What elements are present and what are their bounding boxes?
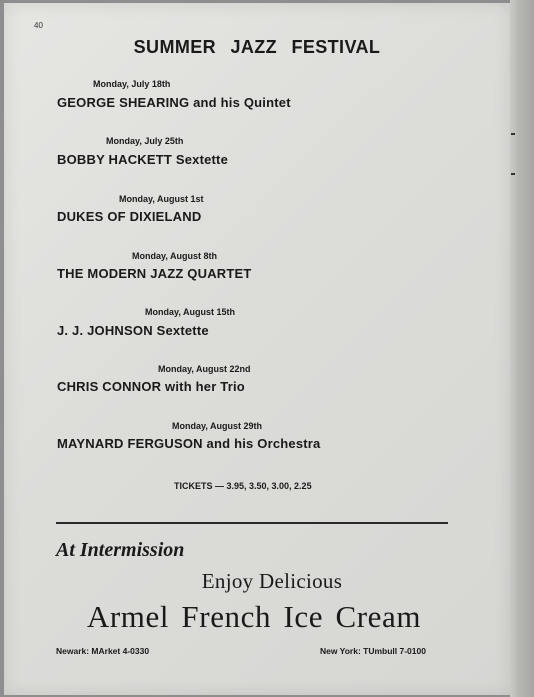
event-act: J. J. JOHNSON Sextette [57,323,209,338]
book-spine [510,0,534,697]
event-date: Monday, August 1st [119,194,204,204]
binding-mark [511,133,515,135]
page-number: 40 [34,21,43,30]
ad-tagline: Enjoy Delicious [201,569,343,593]
event-act: THE MODERN JAZZ QUARTET [57,266,252,281]
event-act: CHRIS CONNOR with her Trio [57,379,245,394]
event-date: Monday, July 25th [106,136,184,146]
event-date: Monday, August 22nd [158,364,251,374]
event-date: Monday, August 8th [132,251,217,261]
binding-mark [511,173,515,175]
event-date: Monday, August 15th [145,307,235,317]
phone-newyork: New York: TUmbull 7-0100 [320,646,426,656]
event-date: Monday, August 29th [172,421,262,431]
event-act: BOBBY HACKETT Sextette [57,152,229,167]
festival-title: SUMMER JAZZ FESTIVAL [133,37,381,57]
program-page [4,3,510,695]
ticket-prices: TICKETS — 3.95, 3.50, 3.00, 2.25 [174,481,312,491]
event-act: GEORGE SHEARING and his Quintet [57,95,291,110]
divider [56,522,448,524]
event-act: DUKES OF DIXIELAND [57,209,202,224]
event-act: MAYNARD FERGUSON and his Orchestra [57,436,321,451]
ad-heading: At Intermission [56,539,185,561]
phone-newark: Newark: MArket 4-0330 [56,646,150,656]
ad-brand: Armel French Ice Cream [86,599,422,634]
event-date: Monday, July 18th [93,79,171,89]
